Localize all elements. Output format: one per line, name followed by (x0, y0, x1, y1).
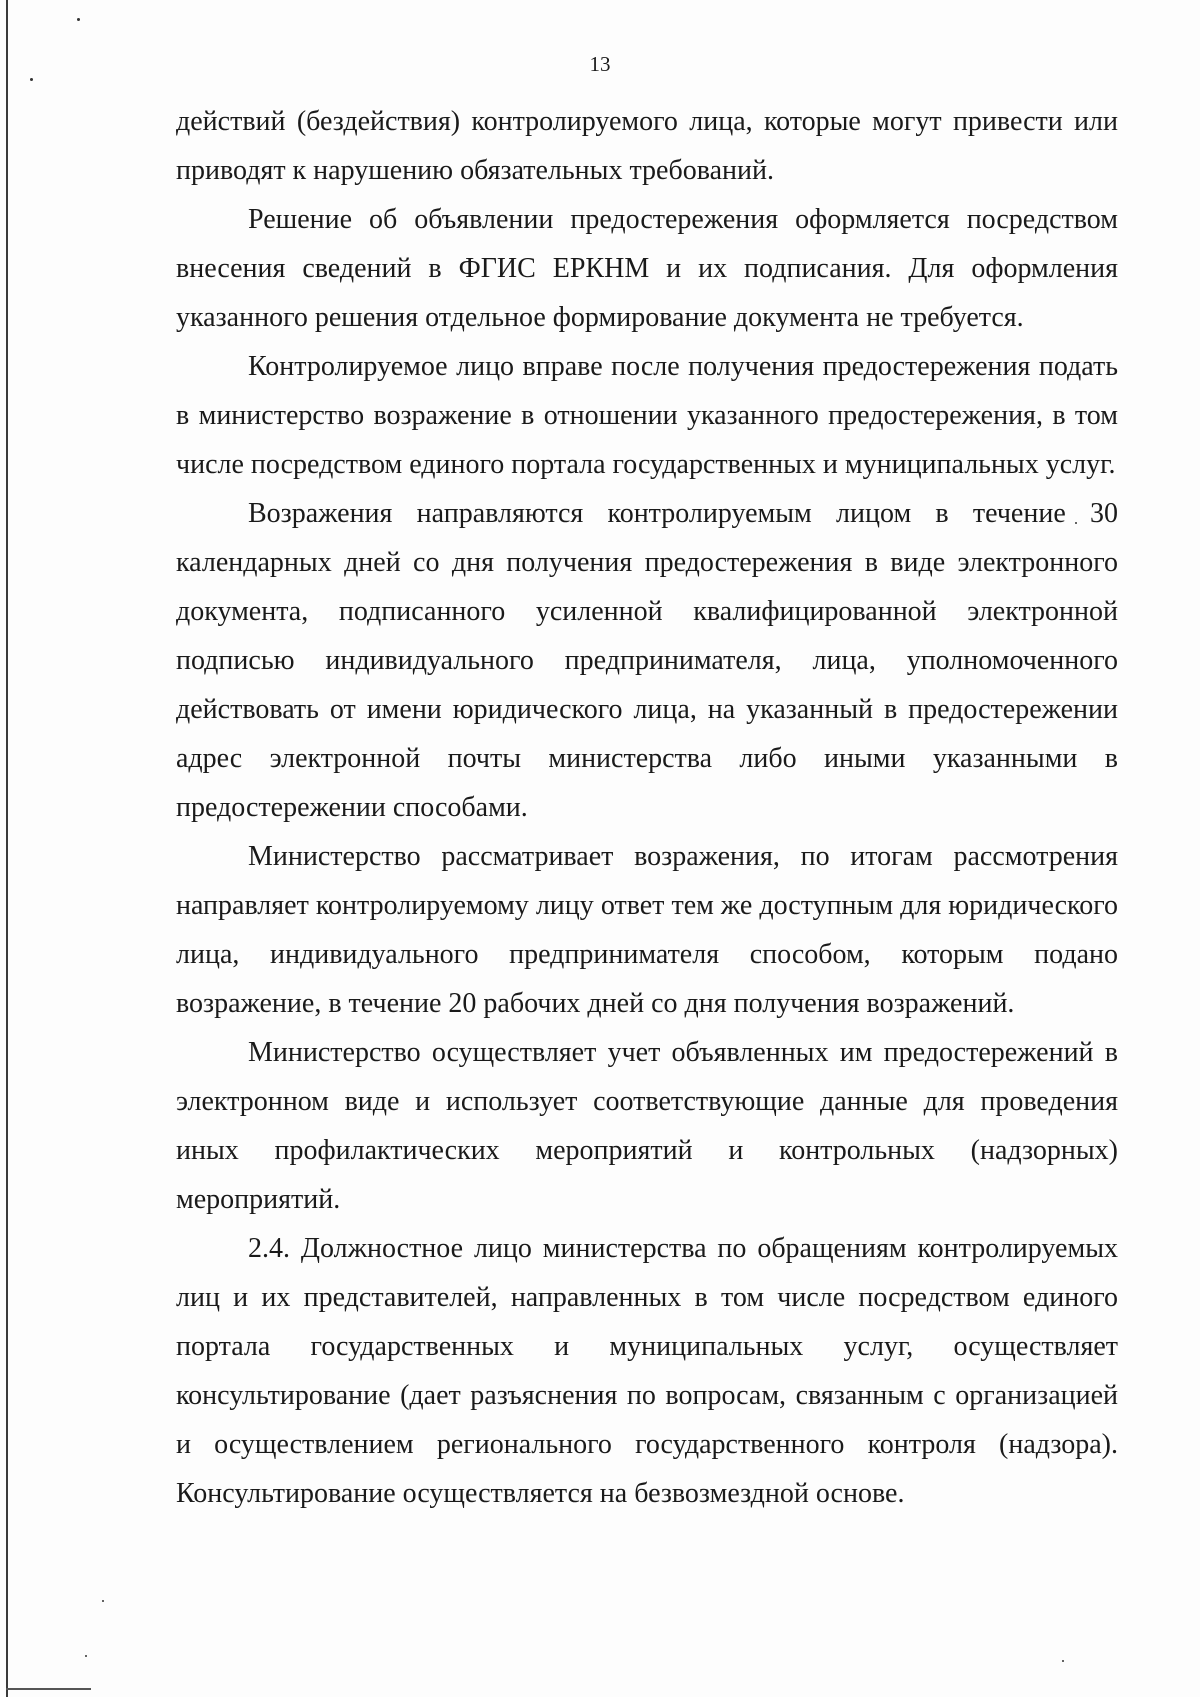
paragraph: Контролируемое лицо вправе после получения предостережения подать в министерство возражение в отношении указанного предостережения, в том числе посредством единого портала государственных и муниципальных услуг. (176, 351, 1118, 480)
paragraph: Решение об объявлении предостережения оформляется посредством внесения сведений в ФГИС ЕРКНМ и их подписания. Для оформления указанного решения отдельное формирование документа не требуется. (176, 204, 1118, 333)
scan-speck (77, 18, 80, 21)
page-number: 13 (589, 52, 611, 76)
scan-left-border (6, 0, 8, 1697)
scan-speck (30, 78, 33, 81)
paragraph: 2.4. Должностное лицо министерства по обращениям контролируемых лиц и их представителей, направленных в том числе посредством единого портала государственных и муниципальных услуг, осуществляет консультирование (дает разъяснения по вопросам, связанным с организацией и осуществлением регионального государственного контроля (надзора). Консультирование осуществляется на безвозмездной основе. (176, 1233, 1118, 1509)
paragraph: действий (бездействия) контролируемого лица, которые могут привести или приводят к нарушению обязательных требований. (176, 106, 1118, 186)
paragraph: Министерство осуществляет учет объявленных им предостережений в электронном виде и использует соответствующие данные для проведения иных профилактических мероприятий и контрольных (надзорных) мероприятий. (176, 1037, 1118, 1215)
document-body (176, 97, 1118, 1518)
scan-speck (1062, 1660, 1064, 1662)
scan-bottom-border (6, 1688, 91, 1690)
scan-speck (102, 1600, 104, 1602)
paragraph: Возражения направляются контролируемым лицом в течение 30 календарных дней со дня получения предостережения в виде электронного документа, подписанного усиленной квалифицированной электронной подписью индивидуального предпринимателя, лица, уполномоченного действовать от имени юридического лица, на указанный в предостережении адрес электронной почты министерства либо иными указанными в предостережении способами. (176, 498, 1118, 823)
paragraph: Министерство рассматривает возражения, по итогам рассмотрения направляет контролируемому лицу ответ тем же доступным для юридического лица, индивидуального предпринимателя способом, которым подано возражение, в течение 20 рабочих дней со дня получения возражений. (176, 841, 1118, 1019)
scan-speck (85, 1655, 87, 1657)
